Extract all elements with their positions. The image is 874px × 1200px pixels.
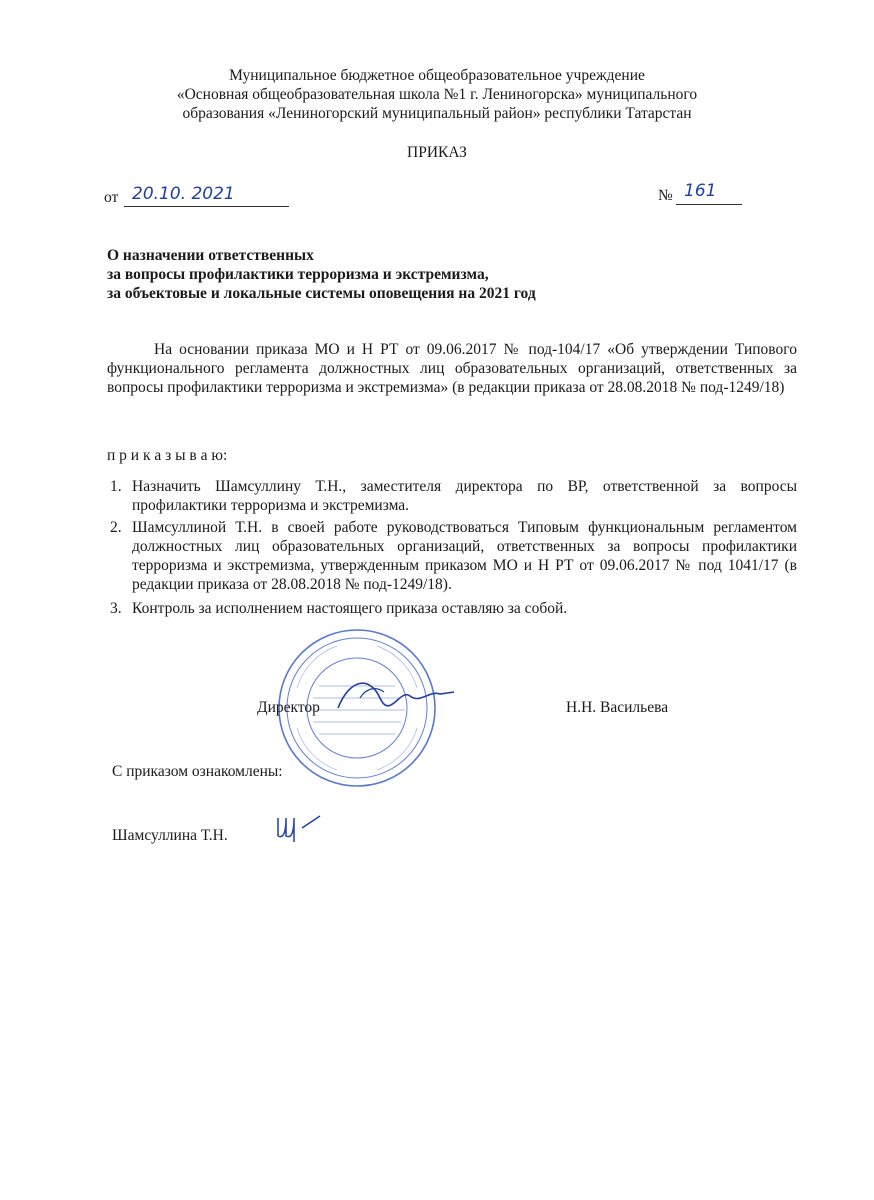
date-handwritten: 20.10. 2021: [132, 184, 235, 204]
order-item-1: [110, 477, 797, 515]
item-number: 3.: [110, 600, 122, 617]
employee-signature: [272, 808, 332, 848]
item-text: Контроль за исполнением настоящего приказа оставляю за собой.: [132, 600, 568, 617]
basis-paragraph: На основании приказа МО и Н РТ от 09.06.2017 № под-104/17 «Об утверждении Типового функционального регламента должностных лиц образовательных организаций, ответственных за вопросы профилактики терроризма и экстремизма» (в редакции приказа от 28.08.2018 № под-1249/18): [107, 341, 797, 396]
subject-line-2: за вопросы профилактики терроризма и экстремизма,: [107, 266, 489, 283]
signature-position: Директор: [257, 699, 320, 716]
item-number: 1.: [110, 478, 122, 495]
signatory-name: Н.Н. Васильева: [566, 699, 669, 716]
org-name-line-2: «Основная общеобразовательная школа №1 г. Лениногорска» муниципального: [176, 86, 698, 103]
number-underline: [676, 204, 742, 205]
acquainted-person: Шамсуллина Т.Н.: [112, 827, 228, 844]
document-type: ПРИКАЗ: [407, 144, 467, 161]
order-item-2: [110, 518, 797, 594]
order-item-3: [110, 599, 797, 618]
acquainted-label: С приказом ознакомлены:: [112, 763, 283, 780]
date-underline: [124, 206, 289, 207]
item-text: Шамсуллиной Т.Н. в своей работе руководствоваться Типовым функциональным регламентом должностных лиц образовательных организаций, ответственных за вопросы профилактики терроризма и экстремизма, утвержденным приказом МО и Н РТ от 09.06.2017 № под 1041/17 (в редакции приказа от 28.08.2018 № под-1249/18).: [132, 519, 797, 593]
date-prefix: от: [104, 189, 119, 206]
org-name-line-3: образования «Лениногорский муниципальный район» республики Татарстан: [182, 105, 692, 122]
number-handwritten: 161: [684, 181, 717, 201]
item-text: Назначить Шамсуллину Т.Н., заместителя директора по ВР, ответственной за вопросы профилактики терроризма и экстремизма.: [132, 478, 797, 514]
director-signature: [330, 668, 460, 718]
subject-line-1: О назначении ответственных: [107, 247, 314, 264]
subject-line-3: за объектовые и локальные системы оповещения на 2021 год: [107, 285, 536, 302]
item-number: 2.: [110, 519, 122, 536]
number-prefix: №: [658, 187, 673, 204]
org-name-line-1: Муниципальное бюджетное общеобразовательное учреждение: [229, 67, 645, 84]
order-word: п р и к а з ы в а ю:: [107, 447, 228, 464]
